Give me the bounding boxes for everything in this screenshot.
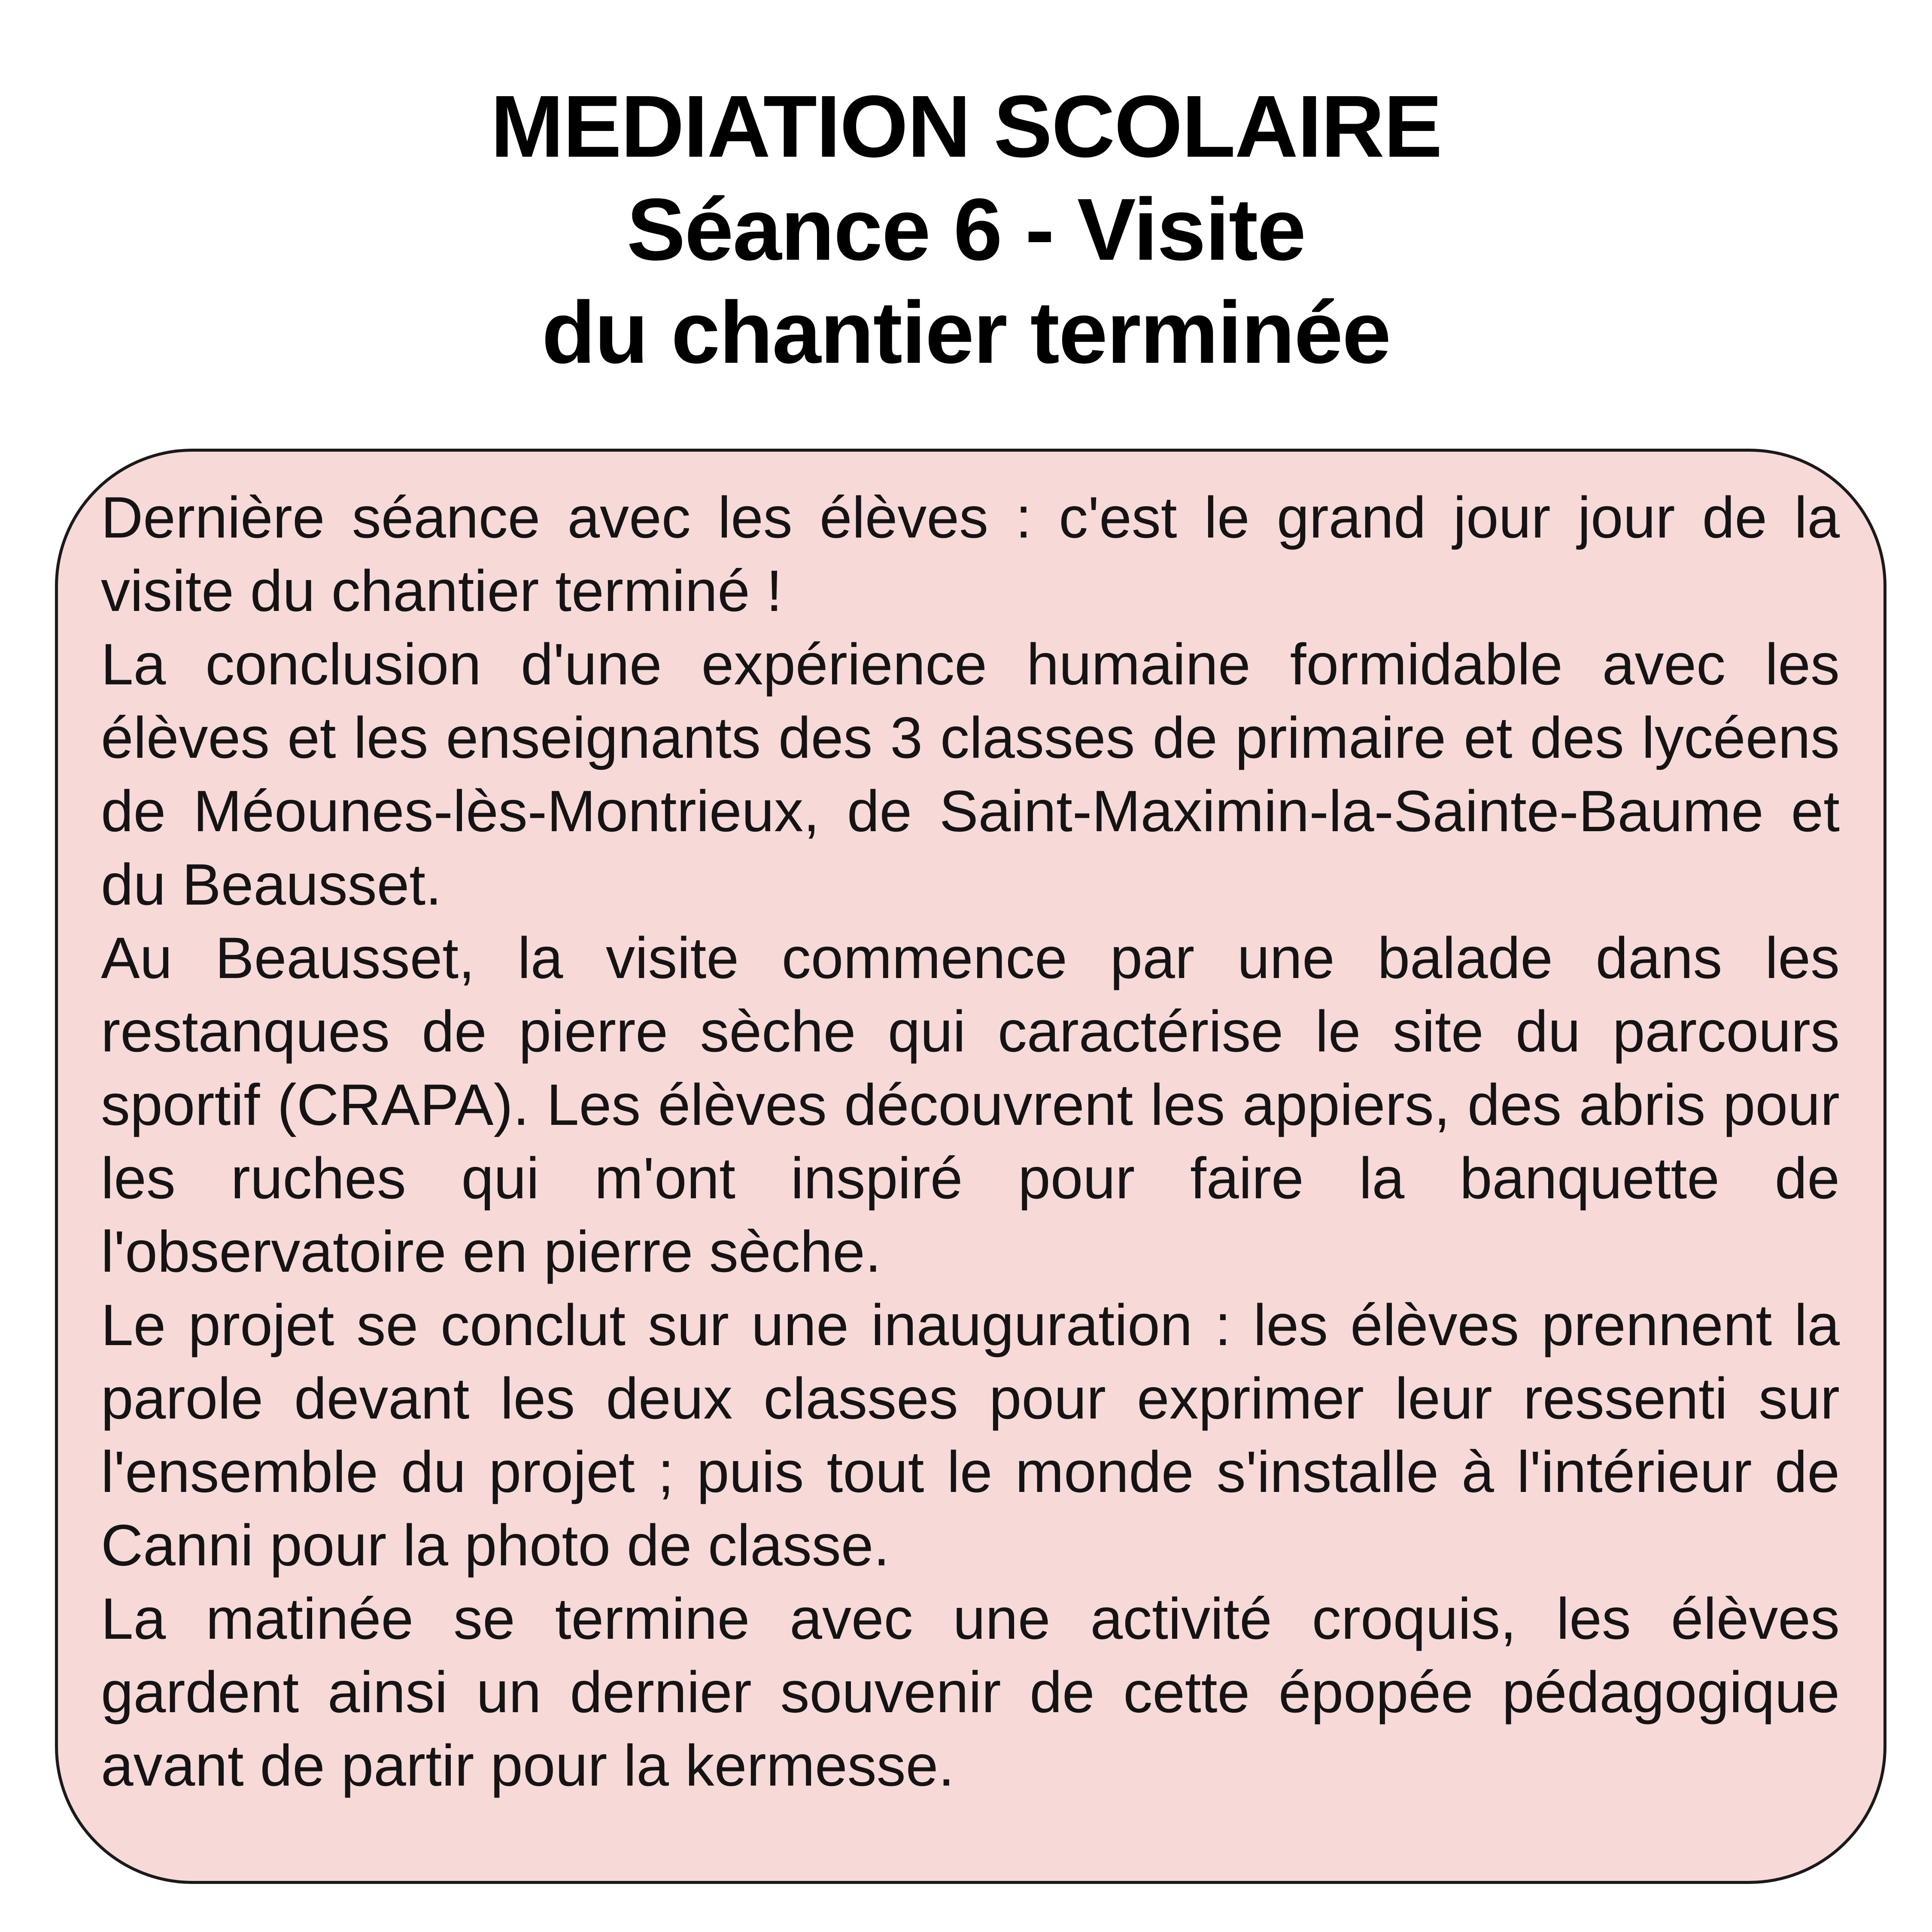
paragraph-intro: Dernière séance avec les élèves : c'est le grand jour jour de la visite du chantier terminé ! [101,485,1840,623]
title-line-1: MEDIATION SCOLAIRE [490,77,1442,176]
title-line-3: du chantier terminée [541,283,1391,382]
card-body [101,481,1840,1802]
paragraph-sketch-activity: La matinée se termine avec une activité croquis, les élèves gardent ainsi un dernier souvenir de cette épopée pédagogique avant de partir pour la kermesse. [101,1586,1840,1798]
paragraph-beausset-visit: Au Beausset, la visite commence par une balade dans les restanques de pierre sèche qui caractérise le site du parcours sportif (CRAPA). Les élèves découvrent les appiers, des abris pour les ruches qui m'ont inspiré pour faire la banquette de l'observatoire en pierre sèche. [101,925,1840,1284]
title-line-2: Séance 6 - Visite [626,180,1306,279]
page-title [0,75,1932,384]
paragraph-inauguration: Le projet se conclut sur une inauguration : les élèves prennent la parole devant les deux classes pour exprimer leur ressenti sur l'ensemble du projet ; puis tout le monde s'installe à l'intérieur de Canni pour la photo de classe. [101,1292,1840,1578]
paragraph-conclusion: La conclusion d'une expérience humaine formidable avec les élèves et les enseignants des 3 classes de primaire et des lycéens de Méounes-lès-Montrieux, de Saint-Maximin-la-Sainte-Baume et du Beausset. [101,632,1840,917]
